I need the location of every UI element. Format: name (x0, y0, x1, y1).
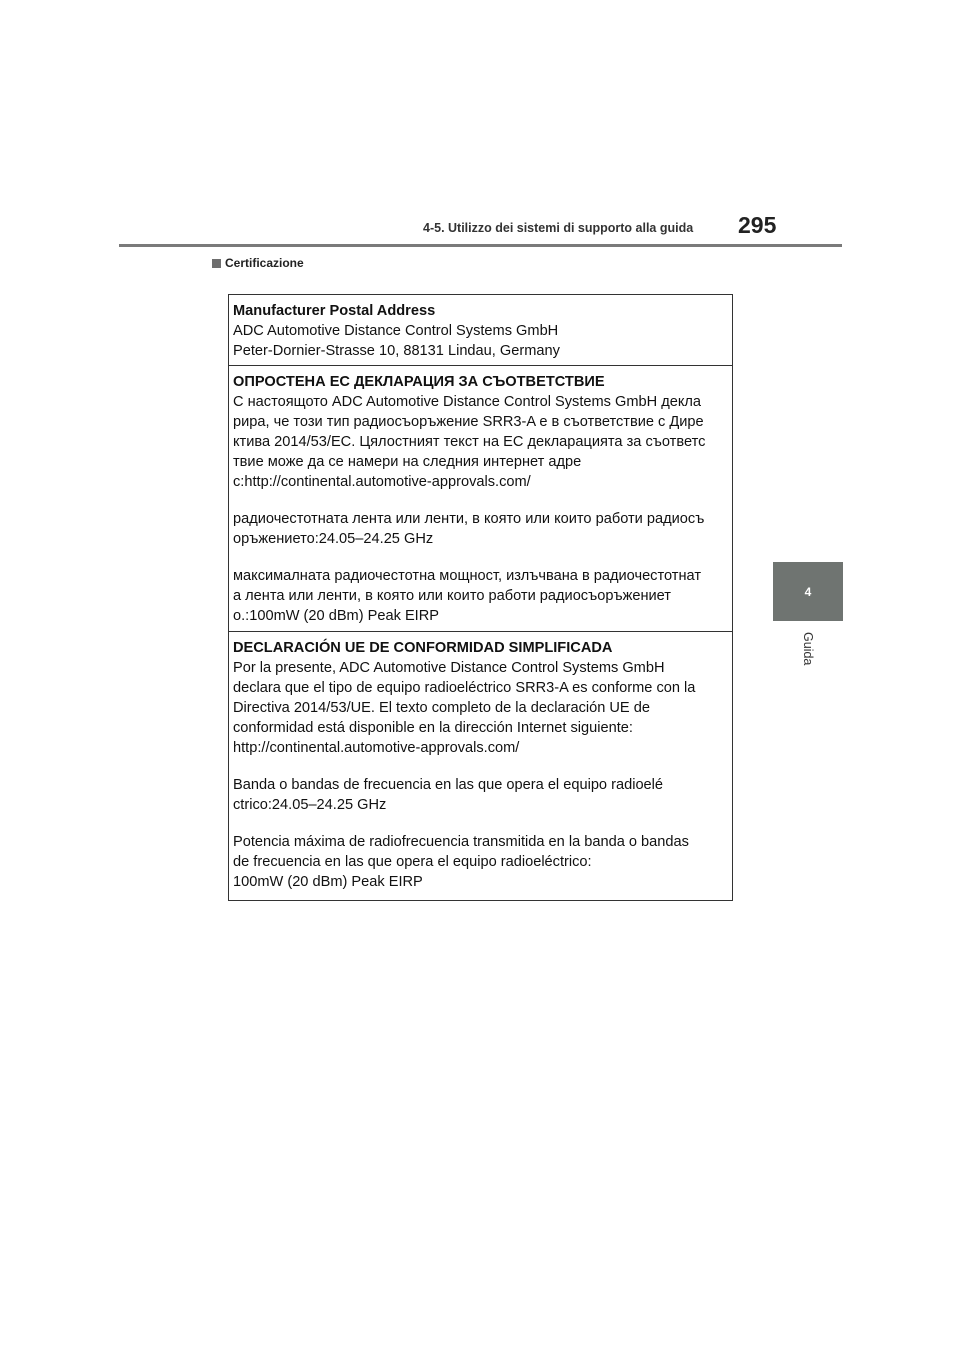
chapter-side-label: Guida (801, 632, 815, 666)
spanish-text-line: Por la presente, ADC Automotive Distance Control Systems GmbH (233, 660, 665, 676)
bulgarian-text-line: ктива 2014/53/ЕС. Цялостният текст на ЕС декларацията за съответс (233, 434, 706, 450)
certification-box (228, 294, 733, 901)
chapter-tab (773, 562, 843, 621)
bulgarian-frequency-line: радиочестотната лента или ленти, в която или които работи радиосъ (233, 511, 705, 527)
bulgarian-text-line: С настоящото ADC Automotive Distance Control Systems GmbH декла (233, 394, 702, 410)
bulgarian-text-line: рира, че този тип радиосъоръжение SRR3-A е в съответствие с Дире (233, 414, 704, 430)
spanish-title: DECLARACIÓN UE DE CONFORMIDAD SIMPLIFICADA (233, 640, 613, 656)
bulgarian-frequency-line: оръжението:24.05–24.25 GHz (233, 531, 434, 547)
bulgarian-power-line: максималната радиочестотна мощност, излъчвана в радиочестотнат (233, 568, 702, 584)
running-header-section: 4-5. Utilizzo dei sistemi di supporto alla guida (423, 221, 694, 235)
header-rule (119, 244, 842, 247)
spanish-declaration-cell (229, 631, 732, 902)
chapter-tab-number: 4 (804, 584, 812, 599)
section-heading-text: Certificazione (225, 256, 304, 270)
manufacturer-line: Peter-Dornier-Strasse 10, 88131 Lindau, Germany (233, 343, 560, 359)
spanish-power-line: de frecuencia en las que opera el equipo radioeléctrico: (233, 854, 592, 870)
spanish-text-line: Directiva 2014/53/UE. El texto completo de la declaración UE de (233, 700, 650, 716)
spanish-power-line: 100mW (20 dBm) Peak EIRP (233, 874, 423, 890)
manufacturer-title: Manufacturer Postal Address (233, 303, 436, 319)
spanish-power-line: Potencia máxima de radiofrecuencia transmitida en la banda o bandas (233, 834, 689, 850)
spanish-text-line: conformidad está disponible en la dirección Internet siguiente: (233, 720, 633, 736)
spanish-text-line: declara que el tipo de equipo radioeléctrico SRR3-A es conforme con la (233, 680, 696, 696)
section-heading (212, 256, 304, 270)
manufacturer-cell (229, 295, 732, 365)
bulgarian-text-line: c:http://continental.automotive-approvals.com/ (233, 474, 531, 490)
spanish-frequency-line: ctrico:24.05–24.25 GHz (233, 797, 387, 813)
spanish-frequency-line: Banda o bandas de frecuencia en las que opera el equipo radioelé (233, 777, 664, 793)
page-number: 295 (738, 212, 777, 238)
bulgarian-power-line: о.:100mW (20 dBm) Peak EIRP (233, 608, 440, 624)
spanish-text-line: http://continental.automotive-approvals.com/ (233, 740, 520, 756)
square-bullet-icon (212, 259, 221, 268)
bulgarian-declaration-cell (229, 365, 732, 631)
bulgarian-power-line: а лента или ленти, в която или които работи радиосъоръжениет (233, 588, 671, 604)
manufacturer-line: ADC Automotive Distance Control Systems GmbH (233, 323, 559, 339)
bulgarian-text-line: твие може да се намери на следния интернет адре (233, 454, 582, 470)
bulgarian-title: ОПРОСТЕНА ЕС ДЕКЛАРАЦИЯ ЗА СЪОТВЕТСТВИЕ (233, 374, 605, 390)
